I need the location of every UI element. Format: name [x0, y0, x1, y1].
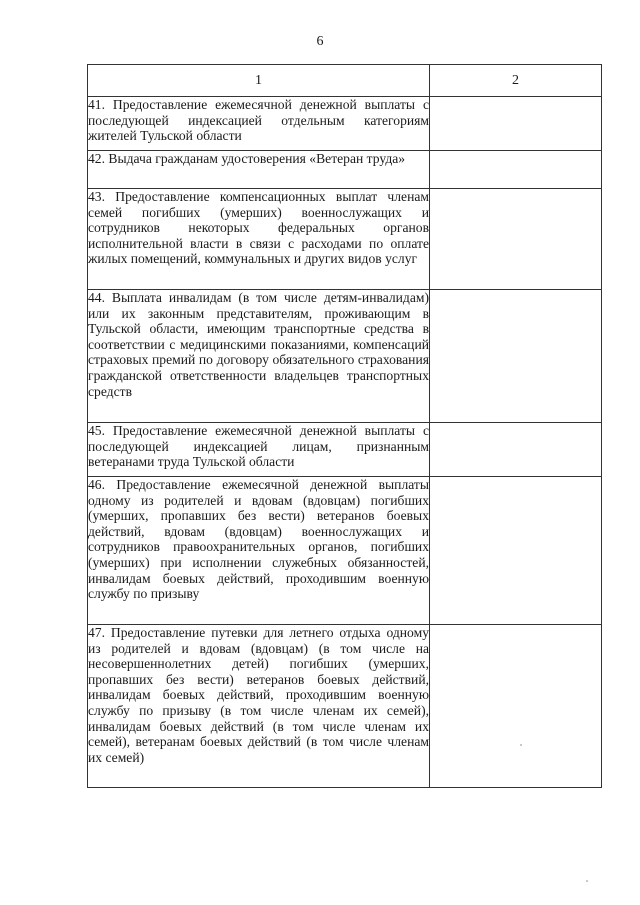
value-cell-45 — [430, 423, 602, 477]
value-cell-46 — [430, 477, 602, 625]
table-row — [88, 151, 602, 189]
service-item-44: 44. Выплата инвалидам (в том числе детям-инвалидам) или их законным представителям, проживающим в Тульской области, имеющим транспортные средства в соответствии с медицинскими показаниями, компенсаций страховых премий по договору обязательного страхования гражданской ответственности владельцев транспортных средств — [88, 290, 430, 423]
services-table — [87, 64, 602, 788]
service-item-43: 43. Предоставление компенсационных выплат членам семей погибших (умерших) военнослужащих и сотрудников некоторых федеральных органов исполнительной власти в связи с расходами по оплате жилых помещений, коммунальных и других видов услуг — [88, 189, 430, 290]
service-item-42: 42. Выдача гражданам удостоверения «Ветеран труда» — [88, 151, 430, 189]
value-cell-43 — [430, 189, 602, 290]
table-row — [88, 423, 602, 477]
scan-speck — [586, 880, 588, 882]
table-row — [88, 290, 602, 423]
service-item-41: 41. Предоставление ежемесячной денежной выплаты с последующей индексацией отдельным категориям жителей Тульской области — [88, 97, 430, 151]
value-cell-47 — [430, 625, 602, 788]
column-header-2: 2 — [430, 65, 602, 97]
table-header-row — [88, 65, 602, 97]
table-row — [88, 97, 602, 151]
service-item-45: 45. Предоставление ежемесячной денежной выплаты с последующей индексацией лицам, признанным ветеранами труда Тульской области — [88, 423, 430, 477]
table-row — [88, 477, 602, 625]
value-cell-41 — [430, 97, 602, 151]
value-cell-44 — [430, 290, 602, 423]
table-row — [88, 189, 602, 290]
value-cell-42 — [430, 151, 602, 189]
page-number: 6 — [316, 34, 324, 49]
table-row — [88, 625, 602, 788]
scan-speck — [520, 744, 522, 746]
column-header-1: 1 — [88, 65, 430, 97]
service-item-46: 46. Предоставление ежемесячной денежной выплаты одному из родителей и вдовам (вдовцам) погибших (умерших, пропавших без вести) ветеранов боевых действий, вдовам (вдовцам) военнослужащих и сотрудников правоохранительных органов, погибших (умерших) при исполнении служебных обязанностей, инвалидам боевых действий, проходившим военную службу по призыву — [88, 477, 430, 625]
service-item-47: 47. Предоставление путевки для летнего отдыха одному из родителей и вдовам (вдовцам) (в том числе на несовершеннолетних детей) погибших (умерших, пропавших без вести) ветеранов боевых действий, инвалидам боевых действий, проходившим военную службу по призыву (в том числе членам их семей), инвалидам боевых действий (в том числе членам их семей), ветеранам боевых действий (в том числе членам их семей) — [88, 625, 430, 788]
